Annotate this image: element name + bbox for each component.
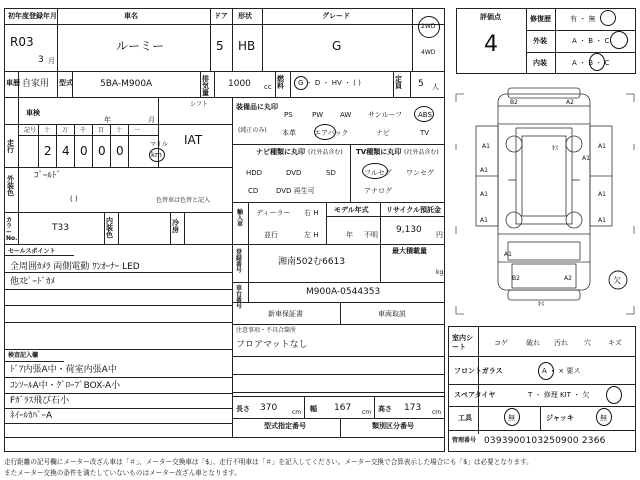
car-damage-diagram: [452, 84, 638, 324]
equip-aw: AW: [340, 111, 352, 119]
height-label: 高さ: [378, 405, 392, 413]
model-year-label: モデル年式: [334, 206, 369, 214]
score-value: 4: [484, 32, 498, 57]
reg-number-label: 登録番号: [236, 249, 243, 274]
max-load-label: 最大積載量: [392, 247, 427, 255]
jack-value: 無: [600, 414, 607, 422]
mark-a1-rear-left: A1: [504, 251, 512, 258]
displacement-unit: cc: [264, 83, 272, 91]
tool-label: 工具: [458, 414, 472, 422]
equipment-title: 装備品に丸印: [236, 103, 278, 111]
shaken-label: 車検: [26, 109, 40, 117]
mark-a1-left-rear: A1: [480, 217, 488, 224]
height-value: 173: [404, 403, 422, 413]
category-value: 自家用: [22, 79, 50, 89]
mileage-digit: 0: [116, 144, 124, 158]
capacity-label: 定員: [395, 75, 402, 90]
drive-4wd: 4WD: [421, 49, 436, 56]
interior-grade-label: 内装: [533, 59, 547, 67]
mark-a1-right-rear-door: A1: [598, 191, 606, 198]
seat-yogore: 汚れ: [554, 339, 568, 347]
equip-ps: PS: [284, 111, 293, 119]
tv-fullseg: フルセグ: [364, 169, 392, 177]
capacity-value: 5: [418, 79, 424, 89]
spare-label: スペアタイヤ: [454, 391, 496, 399]
import-left: 左 H: [304, 231, 319, 239]
model-label: 型式: [59, 79, 73, 87]
checker-label: 検査記入欄: [8, 352, 39, 359]
footer-line-1: 走行距離の記号欄にメーター改ざん車は「＃」、メーター交換車は「$」、走行不明車は「＃」を記入してください。メーター交換で合算表示した場合にも「$」は必要となります。: [4, 458, 533, 466]
navi-title: ナビ種類に丸印: [256, 148, 305, 156]
seat-koge: コゲ: [494, 339, 508, 347]
max-load-unit: kg: [436, 269, 444, 276]
navi-sub: (社外品含む): [308, 149, 343, 156]
chassis-value: M900A-0544353: [306, 287, 381, 297]
displacement-value: 1000: [228, 79, 251, 89]
shift-value: IAT: [184, 133, 203, 147]
equipment-sub: (純正のみ): [238, 127, 267, 134]
grade-label: グレード: [322, 12, 350, 20]
navi-dvd-play: DVD 再生可: [276, 187, 315, 195]
new-warranty-label: 新車保証書: [268, 310, 303, 318]
mark-scratch-roof: ｷｽ: [552, 145, 559, 152]
sales-point-label: セールスポイント: [8, 248, 56, 255]
checker-line-3: Fｶﾞﾗｽ飛び石小: [10, 396, 70, 406]
type-designation-label: 型式指定番号: [264, 422, 306, 430]
ext-c-circle: [610, 31, 628, 49]
door-label: ドア: [214, 12, 228, 20]
shape-value: HB: [238, 39, 256, 53]
navi-sd: SD: [326, 169, 336, 177]
tire-missing-mark: 欠: [613, 276, 621, 285]
mark-b2-rear-left: B2: [512, 275, 520, 282]
mark-a1-left-front-door: A1: [482, 143, 490, 150]
mileage-digit-header: 一: [134, 127, 141, 134]
equip-tv: TV: [420, 129, 430, 137]
width-value: 167: [334, 403, 352, 413]
mileage-note: 記号: [24, 127, 37, 134]
recycle-label: リサイクル預託金: [386, 206, 442, 214]
seat-yabure: 破れ: [526, 339, 540, 347]
height-unit: cm: [432, 409, 442, 416]
exterior-value: ｺﾞｰﾙﾄﾞ: [34, 171, 62, 181]
length-value: 370: [260, 403, 278, 413]
color-no-value: T33: [52, 223, 69, 233]
mark-a1-left-lower: A1: [480, 167, 488, 174]
tv-oneseg: ワンセグ: [406, 169, 434, 177]
fuel-label: 燃料: [277, 75, 284, 90]
model-year-year: 年: [346, 231, 353, 239]
displacement-label: 排気量: [202, 75, 209, 97]
nose-mark: ｷｽ: [538, 301, 545, 308]
category-label: 車歴: [6, 79, 20, 87]
mileage-digit-header: 十: [116, 127, 123, 134]
length-label: 長さ: [236, 405, 250, 413]
mileage-digit: 0: [80, 144, 88, 158]
shift-label: シフト: [190, 101, 209, 108]
equip-pw: PW: [312, 111, 324, 119]
mark-a1-right-rear: A1: [598, 217, 606, 224]
notes-label: 注意事項・不具合箇所: [236, 327, 297, 334]
repair-label: 修復歴: [530, 15, 551, 23]
mgmt-label: 管理番号: [452, 437, 477, 444]
mileage-digit: 4: [62, 144, 70, 158]
navi-hdd: HDD: [246, 169, 263, 177]
exterior-paren: ( ): [70, 195, 78, 203]
score-label: 評価点: [480, 13, 501, 21]
shape-label: 形状: [238, 12, 252, 20]
car-name-value: ルーミー: [116, 39, 165, 53]
import-right: 右 H: [304, 209, 319, 217]
spare-missing-circle: [606, 386, 622, 404]
navi-cd: CD: [248, 187, 259, 195]
manual-label: 車両取説: [378, 310, 406, 318]
model-value: 5BA-M900A: [100, 79, 153, 89]
equip-airbag: エアバック: [314, 129, 349, 137]
recycle-value: 9,130: [396, 225, 422, 235]
interior-grade-options: A ・ B ・ C: [572, 59, 610, 67]
sales-line-1: 全周囲ｶﾒﾗ 両側電動 ﾜﾝｵｰﾅｰ LED: [10, 262, 140, 272]
month-unit: 月: [48, 57, 55, 65]
mark-b2-front-left: B2: [510, 99, 518, 106]
shaken-month-unit: 月: [148, 116, 155, 124]
mark-a2-rear-right: A2: [564, 275, 572, 282]
glass-label: フロントガラス: [454, 367, 503, 375]
fuel-options: G ・ D ・ HV ・ ( ): [298, 79, 361, 87]
mark-a1-left-rear-door: A1: [480, 191, 488, 198]
km-label: km: [151, 151, 162, 159]
recycle-unit: 円: [436, 231, 443, 239]
mile-label: マイル: [150, 141, 168, 148]
jack-label: ジャッキ: [546, 414, 574, 422]
color-no-label: カラーNo.: [6, 217, 18, 242]
exterior-label: 外装色: [7, 175, 14, 197]
first-reg-month: 3: [38, 55, 44, 65]
exterior-grade-label: 外装: [533, 37, 547, 45]
checker-line-4: ﾈｲｰﾙｶﾊﾞｰA: [10, 411, 53, 421]
mileage-digit-header: 百: [98, 127, 105, 134]
first-reg-label: 初年度登録年月: [8, 12, 57, 20]
notes-value: フロアマットなし: [236, 340, 308, 350]
int-b-circle: [589, 53, 605, 71]
mileage-digit-header: 千: [80, 127, 87, 134]
tv-title: TV種類に丸印: [356, 148, 402, 156]
grade-value: G: [332, 39, 342, 53]
mark-a2-front-right: A2: [566, 99, 574, 106]
repair-options: 有 ・ 無: [570, 15, 596, 23]
navi-dvd: DVD: [286, 169, 302, 177]
shaken-year-unit: 年: [104, 116, 111, 124]
equip-leather: 本革: [282, 129, 296, 137]
mileage-digit: 0: [98, 144, 106, 158]
sales-line-2: 他ｽﾋﾟｰﾄﾞｶﾒ: [10, 277, 56, 287]
capacity-unit: 人: [432, 83, 439, 91]
mileage-digit: 2: [44, 144, 52, 158]
length-unit: cm: [292, 409, 302, 416]
mileage-label: 走行: [7, 139, 14, 154]
model-year-unknown: 不明: [364, 231, 378, 239]
mileage-digit-header: 十: [44, 127, 51, 134]
import-dealer: ディーラー: [256, 209, 291, 217]
exterior-grade-options: A ・ B ・ C: [572, 37, 610, 45]
equip-abs: ABS: [418, 111, 432, 119]
drive-2wd: 2WD: [421, 23, 436, 30]
width-unit: cm: [362, 409, 372, 416]
mark-a1-right-fender: A1: [582, 155, 590, 162]
import-label: 輸入車: [237, 209, 244, 228]
chassis-label: 車台番号: [236, 285, 243, 310]
interior-color-label: 内装色: [106, 217, 113, 239]
mark-a1-right-front-door: A1: [598, 143, 606, 150]
reg-number-value: 湘南502む6613: [278, 257, 346, 267]
door-value: 5: [216, 39, 224, 53]
exterior-note: 色替車は色替と記入: [156, 197, 211, 204]
glass-options: A ・ × 要ス: [542, 367, 581, 375]
repair-none-circle: [600, 10, 616, 26]
mileage-digit-header: 万: [62, 127, 69, 134]
car-name-label: 車名: [124, 12, 138, 20]
cooler-label: 冷房: [172, 219, 179, 234]
seat-label: 室内シート: [452, 334, 473, 352]
width-label: 幅: [310, 405, 317, 413]
equip-sunroof: サンルーフ: [368, 111, 403, 119]
seat-kizu: キズ: [608, 339, 622, 347]
import-parallel: 並行: [264, 231, 278, 239]
checker-line-1: ﾄﾞｱ内張A中・荷室内張A中: [10, 365, 117, 375]
mgmt-value: 0393900103250900 2366: [484, 436, 606, 446]
first-reg-value: R03: [10, 35, 34, 49]
seat-ana: 穴: [584, 339, 591, 347]
spare-options: T ・ 修理 KIT ・ 欠: [528, 391, 590, 399]
equip-navi: ナビ: [376, 129, 390, 137]
class-number-label: 類別区分番号: [372, 422, 414, 430]
tv-sub: (社外品含む): [404, 149, 439, 156]
tv-analog: アナログ: [364, 187, 392, 195]
tool-value: 無: [508, 414, 515, 422]
checker-line-2: ｺﾝｿｰﾙA中・ｸﾞﾛｰﾌﾞBOX-A小: [10, 381, 121, 391]
footer-line-2: またメーター交換の条件を満たしていないものはメーター改ざん車となります。: [4, 469, 241, 477]
